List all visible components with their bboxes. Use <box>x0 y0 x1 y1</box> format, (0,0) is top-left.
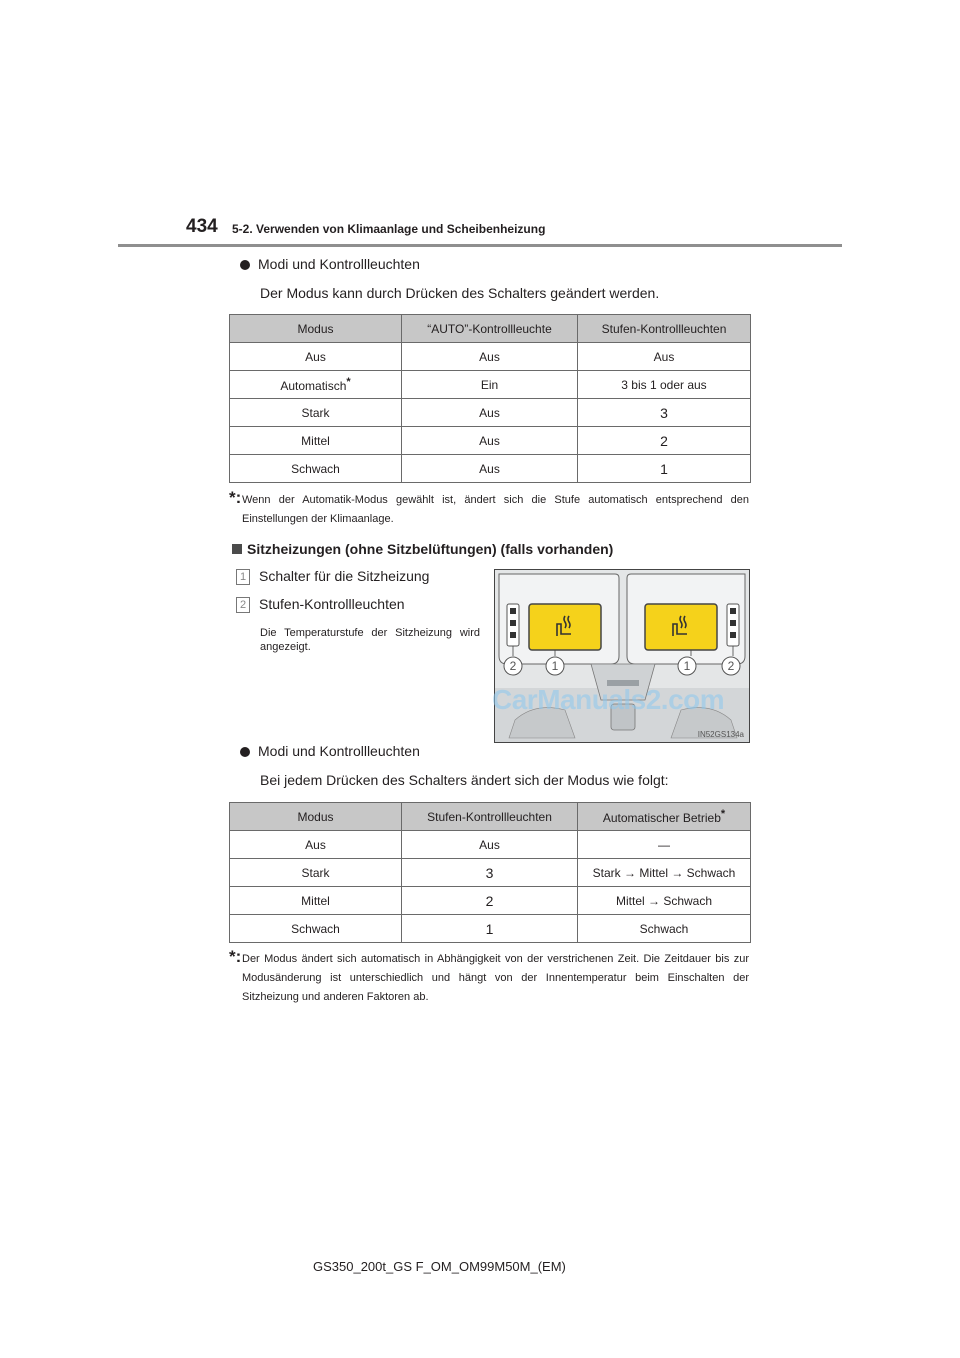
legend-item-1 <box>236 568 429 585</box>
footnote-1 <box>229 488 749 529</box>
legend-item-label: Schalter für die Sitzheizung <box>259 568 430 584</box>
table-row <box>230 831 751 859</box>
section2-intro: Bei jedem Drücken des Schalters ändert sich der Modus wie folgt: <box>260 772 669 788</box>
table-cell: Mittel <box>230 887 402 915</box>
footnote-star: * <box>346 376 351 388</box>
number-badge: 1 <box>236 569 250 585</box>
section2-heading-text: Sitzheizungen (ohne Sitzbelüftungen) (falls vorhanden) <box>247 541 614 557</box>
table-cell: Aus <box>230 831 402 859</box>
section1-bullet <box>240 256 420 272</box>
section2-bullet <box>240 743 420 759</box>
section2-heading <box>232 541 613 557</box>
table-cell: Aus <box>402 343 578 371</box>
table-cell: Stark <box>230 399 402 427</box>
page-number: 434 <box>186 216 218 237</box>
table-cell: Schwach <box>230 455 402 483</box>
table-cell: — <box>578 831 751 859</box>
table-cell: 3 <box>578 399 751 427</box>
table-row <box>230 887 751 915</box>
footnote-2 <box>229 947 749 1007</box>
table-cell-with-note <box>230 371 402 399</box>
number-badge: 2 <box>236 597 250 613</box>
modes-table-2 <box>229 802 751 943</box>
seat-heater-illustration <box>495 570 750 743</box>
table-cell: Ein <box>402 371 578 399</box>
table-cell: Aus <box>402 427 578 455</box>
section1-intro: Der Modus kann durch Drücken des Schalters geändert werden. <box>260 285 660 301</box>
footer-model-code: GS350_200t_GS F_OM_OM99M50M_(EM) <box>313 1259 566 1274</box>
table-cell: 3 <box>402 859 578 887</box>
table-cell: 1 <box>402 915 578 943</box>
header-divider <box>118 244 842 247</box>
table-row <box>230 859 751 887</box>
chapter-title: 5-2. Verwenden von Klimaanlage und Scheibenheizung <box>232 222 546 236</box>
figure-caption: Die Temperaturstufe der Sitzheizung wird angezeigt. <box>260 627 480 653</box>
figure-code: IN52GS134a <box>697 730 744 739</box>
seat-heater-figure <box>494 569 750 743</box>
table-header-row <box>230 315 751 343</box>
footnote-text: Der Modus ändert sich automatisch in Abhängigkeit von der verstrichenen Zeit. Die Zeitdauer bis zur Modusänderung ist unterschiedlich und hängt von der Innentemperatur beim Einschalten der Sitzheizung und anderen Faktoren ab. <box>242 953 749 1003</box>
table-cell: 1 <box>578 455 751 483</box>
section2-bullet-title: Modi und Kontrollleuchten <box>258 743 420 759</box>
table-row <box>230 915 751 943</box>
table-row <box>230 399 751 427</box>
footnote-marker: *: <box>229 488 242 507</box>
table-cell: Mittel <box>230 427 402 455</box>
footnote-marker: *: <box>229 947 242 966</box>
footnote-star: * <box>720 808 726 820</box>
watermark: CarManuals2.com <box>492 684 725 715</box>
table-header-text: Automatischer Betrieb <box>602 811 721 825</box>
table-row <box>230 427 751 455</box>
table-cell: Schwach <box>578 915 751 943</box>
table-cell: 2 <box>578 427 751 455</box>
section1-bullet-title: Modi und Kontrollleuchten <box>258 256 420 272</box>
callout-label: 1 <box>683 659 691 673</box>
table-header-cell: Stufen-Kontrollleuchten <box>578 315 751 343</box>
callout-label: 2 <box>727 659 735 673</box>
modes-table-1 <box>229 314 751 483</box>
table-row <box>230 455 751 483</box>
table-cell-text: Automatisch <box>280 379 347 393</box>
table-cell: Schwach <box>230 915 402 943</box>
table-cell: Aus <box>578 343 751 371</box>
table-row <box>230 371 751 399</box>
table-cell: 2 <box>402 887 578 915</box>
table-header-row <box>230 803 751 831</box>
legend-item-label: Stufen-Kontrollleuchten <box>259 596 405 612</box>
footnote-text: Wenn der Automatik-Modus gewählt ist, ändert sich die Stufe automatisch entsprechend den Einstellungen der Klimaanlage. <box>242 494 749 525</box>
table-cell: Mittel → Schwach <box>578 887 751 915</box>
bullet-icon <box>240 260 250 270</box>
table-header-cell: Modus <box>230 803 402 831</box>
callout-label: 2 <box>509 659 517 673</box>
square-bullet-icon <box>232 544 242 554</box>
table-header-cell: “AUTO”-Kontrollleuchte <box>402 315 578 343</box>
table-cell: Aus <box>402 399 578 427</box>
table-cell: Stark → Mittel → Schwach <box>578 859 751 887</box>
table-cell: Aus <box>402 831 578 859</box>
table-row <box>230 343 751 371</box>
table-cell: Aus <box>230 343 402 371</box>
table-cell: Aus <box>402 455 578 483</box>
table-header-cell: Stufen-Kontrollleuchten <box>402 803 578 831</box>
table-header-cell-with-note <box>578 803 751 831</box>
callout-label: 1 <box>551 659 559 673</box>
table-header-cell: Modus <box>230 315 402 343</box>
table-cell: Stark <box>230 859 402 887</box>
legend-item-2 <box>236 596 405 613</box>
bullet-icon <box>240 747 250 757</box>
table-cell: 3 bis 1 oder aus <box>578 371 751 399</box>
